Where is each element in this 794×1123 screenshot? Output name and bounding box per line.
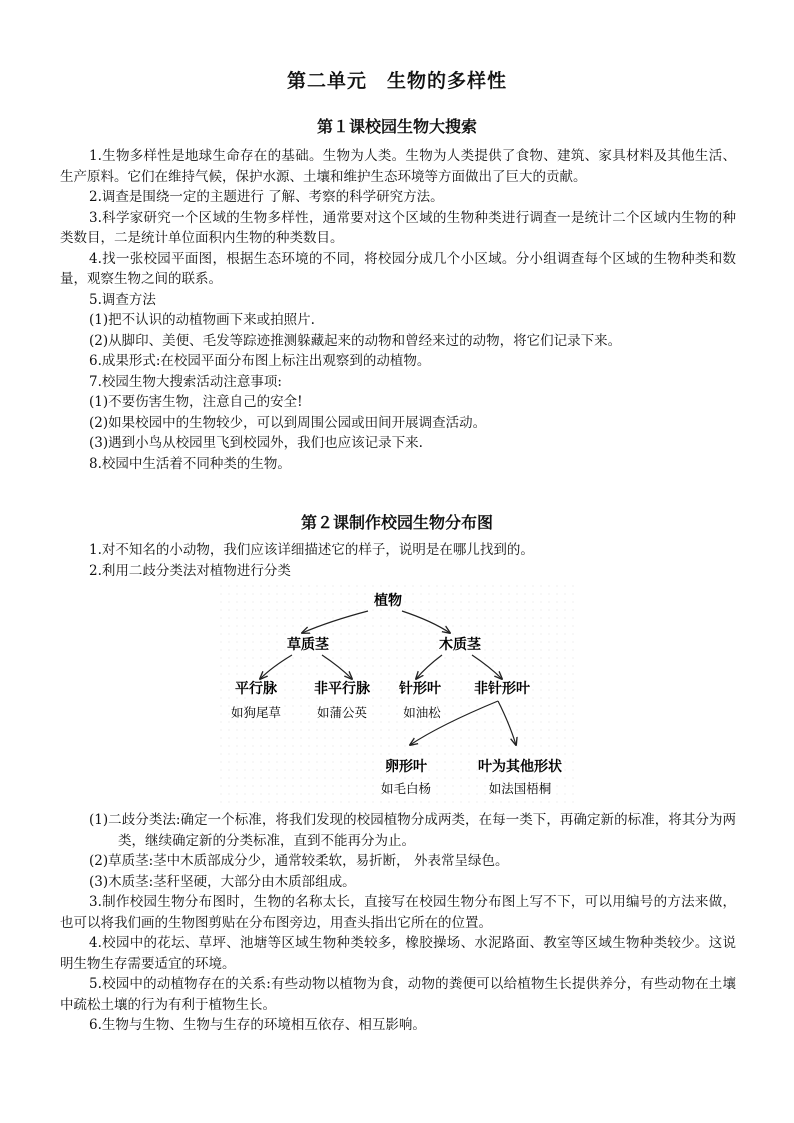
example-parallel: 如狗尾草 — [230, 705, 282, 720]
node-wood-stem: 木质茎 — [439, 637, 481, 653]
paragraph: 4.校园中的花坛、草坪、池塘等区域生物种类较多，橡胶操场、水泥路面、教室等区域生物种类较少。这说明生物生存需要适宜的环境。 — [60, 935, 736, 972]
paragraph: 7.校园生物大搜索活动注意事项: — [89, 373, 282, 390]
node-root: 植物 — [374, 593, 402, 609]
lesson-2-body — [60, 810, 736, 1036]
paragraph: 8.校园中生活着不同种类的生物。 — [89, 455, 291, 472]
paragraph: 4.找一张校园平面图，根据生态环境的不同，将校园分成几个小区域。分小组调查每个区域的生物种类和数量，观察生物之间的联系。 — [60, 250, 736, 287]
node-oval-leaf: 卵形叶 — [385, 759, 427, 775]
node-nonparallel-vein: 非平行脉 — [314, 681, 370, 697]
example-other: 如法国梧桐 — [488, 781, 552, 796]
paragraph: 3.科学家研究一个区域的生物多样性，通常要对这个区域的生物种类进行调查一是统计二个区域内生物的种类数目，二是统计单位面积内生物的种类数目。 — [60, 209, 736, 246]
paragraph: 1.生物多样性是地球生命存在的基础。生物为人类。生物为人类提供了食物、建筑、家具材料及其他生活、生产原料。它们在维持气候，保护水源、土壤和维护生态环境等方面做出了巨大的贡献。 — [60, 148, 736, 185]
paragraph: 2.调查是围绕一定的主题进行 了解、考察的科学研究方法。 — [89, 189, 444, 205]
node-nonneedle-leaf: 非针形叶 — [474, 681, 530, 697]
lesson-1-title: 第１课校园生物大搜索 — [316, 117, 477, 136]
paragraph: 6.生物与生物、生物与生存的环境相互依存、相互影响。 — [89, 1017, 426, 1033]
paragraph: (1)二歧分类法:确定一个标准，将我们发现的校园植物分成两类，在每一类下，再确定新的标准，将其分为两类，继续确定新的分类标准，直到不能再分为止。 — [89, 812, 736, 849]
node-other-leaf: 叶为其他形状 — [478, 759, 562, 775]
node-herb-stem: 草质茎 — [287, 637, 329, 653]
paragraph: 3.制作校园生物分布图时，生物的名称太长，直接写在校园生物分布图上写不下，可以用编号的方法来做，也可以将我们画的生物图剪贴在分布图旁边，用查头指出它所在的位置。 — [60, 894, 736, 931]
paragraph: (1)把不认识的动植物画下来或拍照片. — [89, 312, 315, 328]
paragraph: 2.利用二歧分类法对植物进行分类 — [89, 562, 291, 579]
paragraph: 5.调查方法 — [89, 291, 156, 308]
paragraph: 5.校园中的动植物存在的关系:有些动物以植物为食，动物的粪便可以给植物生长提供养分，有些动物在土壤中疏松土壤的行为有利于植物生长。 — [60, 976, 736, 1013]
paragraph: (3)遇到小鸟从校园里飞到校园外，我们也应该记录下来. — [89, 435, 423, 451]
example-oval: 如毛白杨 — [380, 781, 432, 796]
unit-title: 第二单元 生物的多样性 — [286, 70, 507, 92]
dichotomous-key-diagram — [220, 585, 580, 803]
paragraph: (1)不要伤害生物，注意自己的安全! — [89, 394, 303, 410]
paragraph: (3)木质茎:茎秆坚硬，大部分由木质部组成。 — [89, 873, 356, 890]
paragraph: (2)草质茎:茎中木质部成分少，通常较柔软，易折断， 外表常呈绿色。 — [89, 853, 509, 869]
paragraph: 1.对不知名的小动物，我们应该详细描述它的样子，说明是在哪儿找到的。 — [89, 542, 534, 558]
paragraph: 6.成果形式:在校园平面分布图上标注出观察到的动植物。 — [89, 353, 431, 369]
example-needle: 如油松 — [403, 705, 441, 720]
lesson-1-body — [60, 146, 736, 474]
example-nonparallel: 如蒲公英 — [316, 705, 368, 720]
diagram-canvas — [220, 585, 580, 803]
lesson-2-intro — [60, 540, 736, 581]
node-needle-leaf: 针形叶 — [399, 681, 441, 697]
paragraph: (2)如果校园中的生物较少，可以到周围公园或田间开展调查活动。 — [89, 414, 487, 431]
paragraph: (2)从脚印、美便、毛发等踪迹推测躲藏起来的动物和曾经来过的动物，将它们记录下来。 — [89, 332, 622, 349]
lesson-2-title: 第２课制作校园生物分布图 — [300, 513, 493, 532]
node-parallel-vein: 平行脉 — [235, 681, 277, 697]
